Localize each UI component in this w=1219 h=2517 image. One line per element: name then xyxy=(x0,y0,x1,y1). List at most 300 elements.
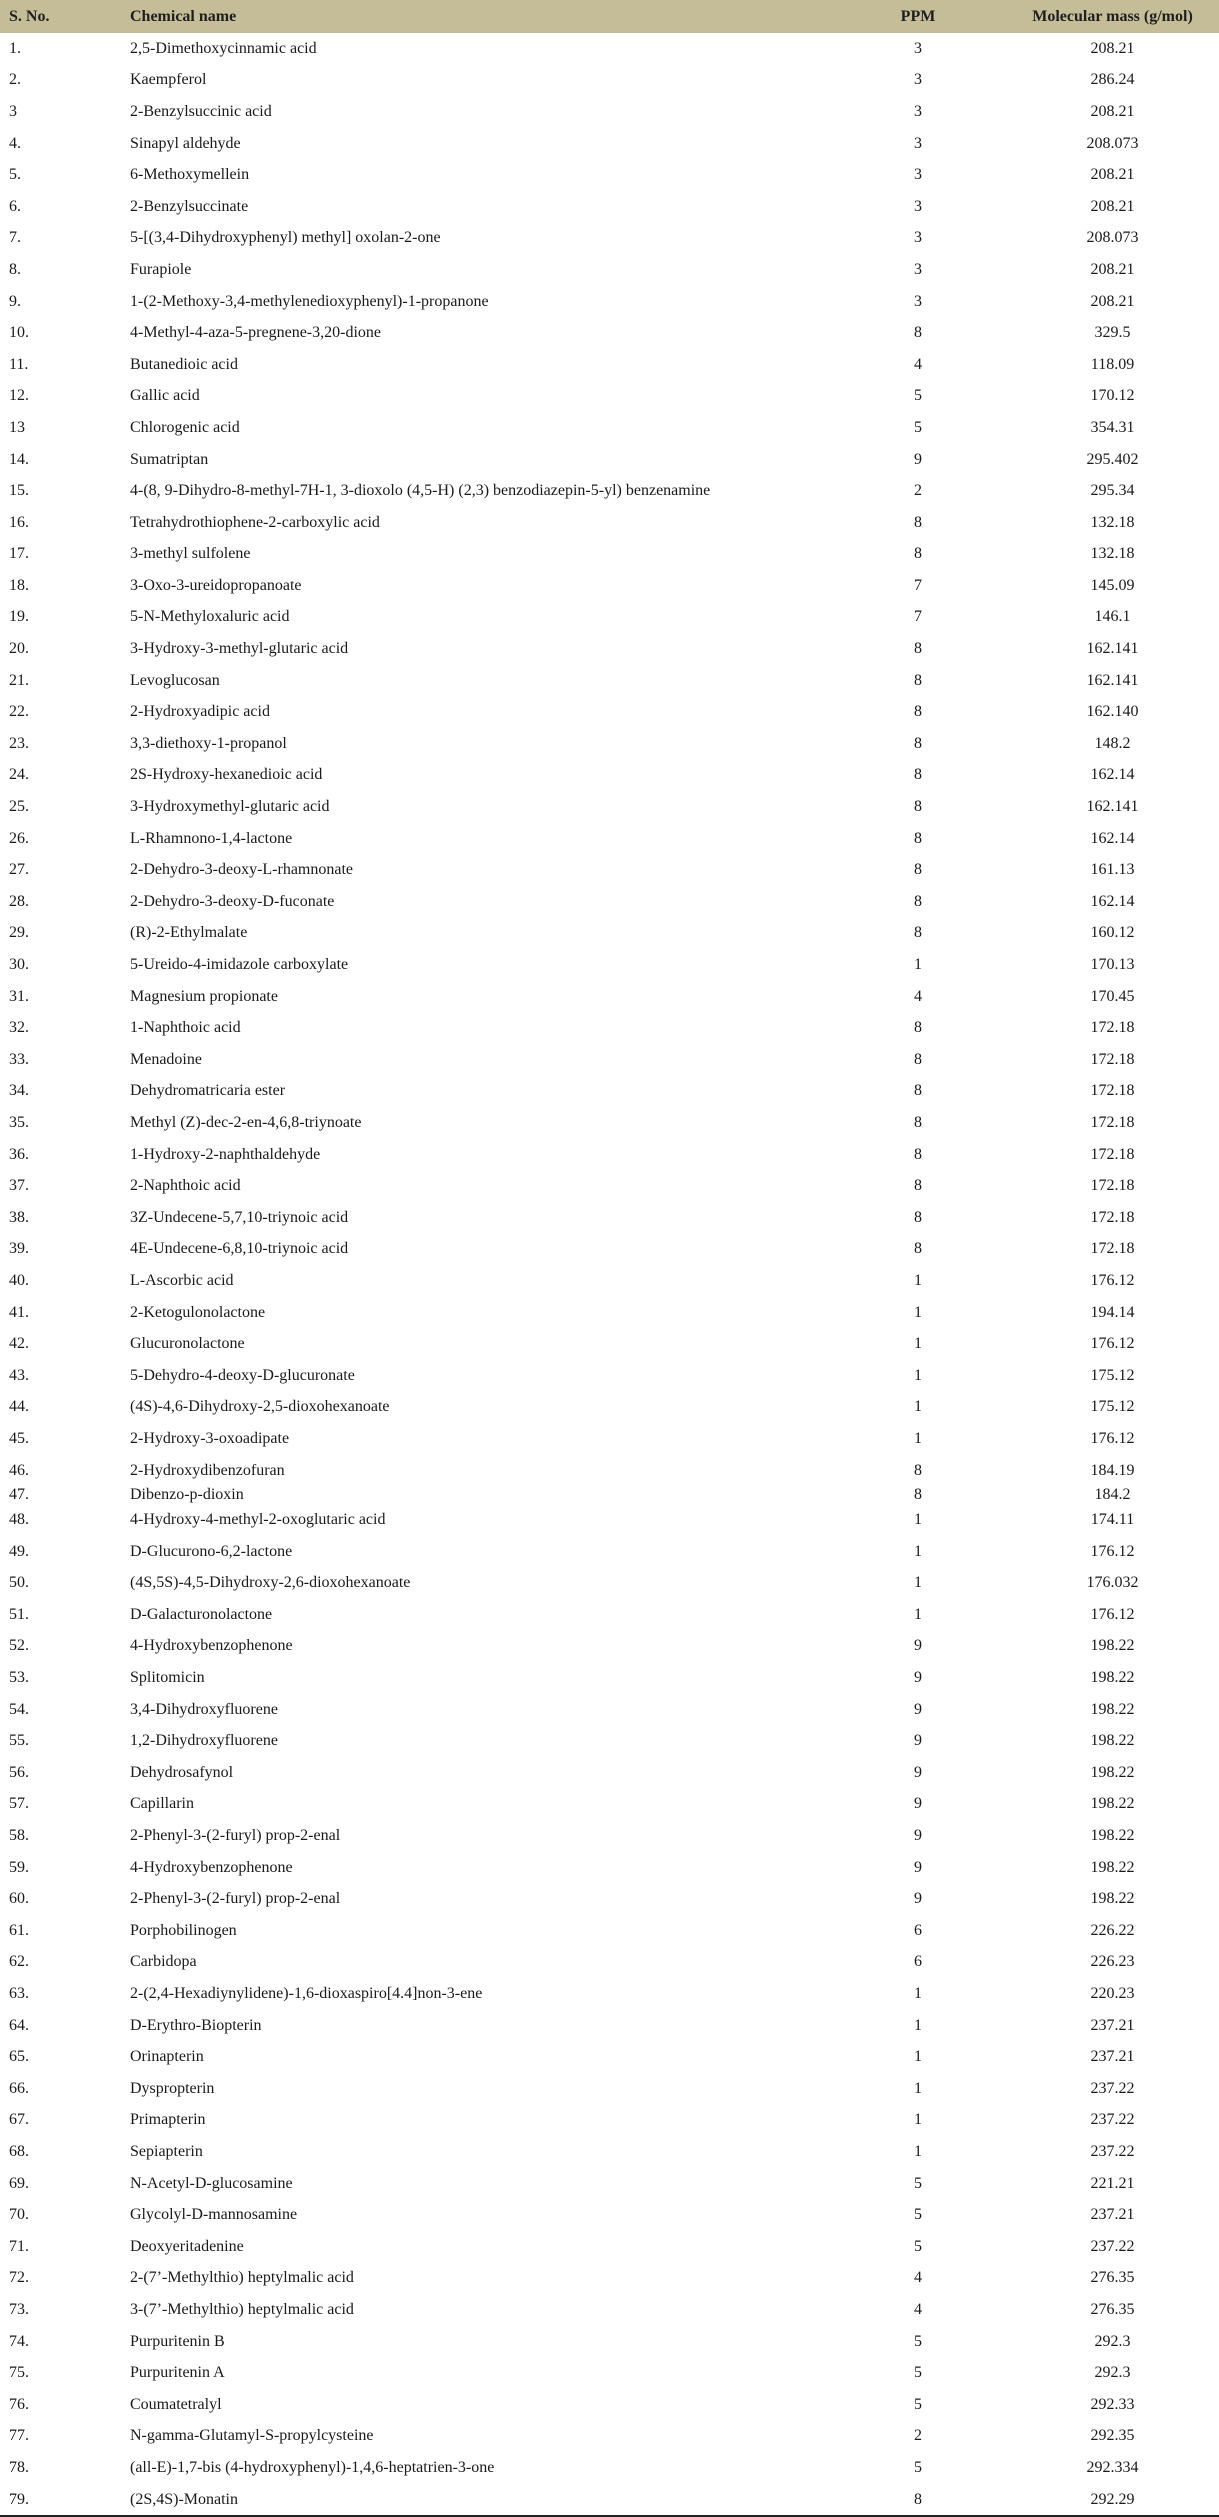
table-row xyxy=(0,981,1219,1013)
cell-ppm: 8 xyxy=(914,1113,922,1131)
cell-chemical-name: 2-Hydroxy-3-oxoadipate xyxy=(130,1429,290,1447)
cell-molecular-mass: 237.21 xyxy=(1090,2048,1135,2066)
cell-molecular-mass: 292.3 xyxy=(1094,2364,1131,2382)
cell-sno: 44. xyxy=(9,1398,29,1416)
cell-sno: 33. xyxy=(9,1050,29,1068)
cell-molecular-mass: 162.14 xyxy=(1090,766,1135,784)
table-row xyxy=(0,96,1219,128)
cell-ppm: 1 xyxy=(914,1271,922,1289)
cell-ppm: 9 xyxy=(914,1890,922,1908)
table-row xyxy=(0,1725,1219,1757)
cell-chemical-name: 4E-Undecene-6,8,10-triynoic acid xyxy=(130,1240,349,1258)
cell-chemical-name: 5-N-Methyloxaluric acid xyxy=(130,608,290,626)
cell-chemical-name: (all-E)-1,7-bis (4-hydroxyphenyl)-1,4,6-heptatrien-3-one xyxy=(130,2458,495,2476)
table-row xyxy=(0,633,1219,665)
cell-molecular-mass: 170.45 xyxy=(1090,987,1135,1005)
table-row xyxy=(0,1883,1219,1915)
cell-chemical-name: Sepiapterin xyxy=(130,2142,203,2160)
cell-molecular-mass: 208.21 xyxy=(1090,260,1135,278)
cell-ppm: 3 xyxy=(914,229,922,247)
cell-sno: 12. xyxy=(9,387,29,405)
cell-sno: 32. xyxy=(9,1019,29,1037)
table-row xyxy=(0,791,1219,823)
cell-ppm: 1 xyxy=(914,1398,922,1416)
cell-sno: 4. xyxy=(9,134,21,152)
cell-sno: 14. xyxy=(9,450,29,468)
cell-sno: 5. xyxy=(9,166,21,184)
cell-ppm: 8 xyxy=(914,671,922,689)
cell-chemical-name: 2-Phenyl-3-(2-furyl) prop-2-enal xyxy=(130,1827,341,1845)
cell-molecular-mass: 170.13 xyxy=(1090,956,1135,974)
table-row xyxy=(0,2073,1219,2105)
cell-molecular-mass: 172.18 xyxy=(1090,1019,1135,1037)
cell-ppm: 8 xyxy=(914,1208,922,1226)
cell-sno: 15. xyxy=(9,482,29,500)
cell-chemical-name: Porphobilinogen xyxy=(130,1921,237,1939)
cell-chemical-name: Methyl (Z)-dec-2-en-4,6,8-triynoate xyxy=(130,1113,362,1131)
cell-sno: 53. xyxy=(9,1669,29,1687)
cell-sno: 21. xyxy=(9,671,29,689)
cell-molecular-mass: 198.22 xyxy=(1090,1669,1135,1687)
cell-sno: 46. xyxy=(9,1461,29,1479)
cell-molecular-mass: 198.22 xyxy=(1090,1890,1135,1908)
cell-ppm: 8 xyxy=(914,1050,922,1068)
cell-ppm: 9 xyxy=(914,1795,922,1813)
cell-ppm: 2 xyxy=(914,482,922,500)
cell-ppm: 1 xyxy=(914,2142,922,2160)
cell-ppm: 9 xyxy=(914,450,922,468)
cell-molecular-mass: 175.12 xyxy=(1090,1366,1135,1384)
cell-molecular-mass: 198.22 xyxy=(1090,1858,1135,1876)
table-row xyxy=(0,1694,1219,1726)
table-row xyxy=(0,1820,1219,1852)
cell-molecular-mass: 162.141 xyxy=(1086,640,1139,658)
cell-molecular-mass: 145.09 xyxy=(1090,576,1135,594)
cell-sno: 69. xyxy=(9,2174,29,2192)
cell-chemical-name: Glucuronolactone xyxy=(130,1335,245,1353)
table-row xyxy=(0,1455,1219,1487)
cell-sno: 19. xyxy=(9,608,29,626)
cell-chemical-name: 2-(2,4-Hexadiynylidene)-1,6-dioxaspiro[4.4]non-3-ene xyxy=(130,1985,483,2003)
cell-sno: 27. xyxy=(9,861,29,879)
cell-ppm: 9 xyxy=(914,1700,922,1718)
cell-sno: 34. xyxy=(9,1082,29,1100)
cell-molecular-mass: 146.1 xyxy=(1094,608,1131,626)
table-row xyxy=(0,949,1219,981)
table-row xyxy=(0,1360,1219,1392)
cell-chemical-name: 2,5-Dimethoxycinnamic acid xyxy=(130,39,317,57)
table-row xyxy=(0,1139,1219,1171)
cell-molecular-mass: 176.12 xyxy=(1090,1335,1135,1353)
table-row xyxy=(0,665,1219,697)
cell-molecular-mass: 184.2 xyxy=(1094,1486,1131,1504)
cell-sno: 57. xyxy=(9,1795,29,1813)
cell-sno: 29. xyxy=(9,924,29,942)
cell-sno: 49. xyxy=(9,1542,29,1560)
cell-sno: 18. xyxy=(9,576,29,594)
cell-chemical-name: 4-(8, 9-Dihydro-8-methyl-7H-1, 3-dioxolo (4,5-H) (2,3) benzodiazepin-5-yl) benzenamine xyxy=(130,482,711,500)
cell-ppm: 4 xyxy=(914,2269,922,2287)
cell-ppm: 8 xyxy=(914,798,922,816)
cell-molecular-mass: 174.11 xyxy=(1090,1511,1135,1529)
cell-chemical-name: 5-[(3,4-Dihydroxyphenyl) methyl] oxolan-2-one xyxy=(130,229,441,247)
cell-ppm: 8 xyxy=(914,1082,922,1100)
cell-chemical-name: 1-Naphthoic acid xyxy=(130,1019,241,1037)
cell-ppm: 8 xyxy=(914,766,922,784)
cell-chemical-name: Dehydromatricaria ester xyxy=(130,1082,286,1100)
table-row xyxy=(0,317,1219,349)
cell-ppm: 8 xyxy=(914,861,922,879)
cell-chemical-name: 3-(7’-Methylthio) heptylmalic acid xyxy=(130,2300,354,2318)
table-row xyxy=(0,1076,1219,1108)
table-row xyxy=(0,475,1219,507)
cell-molecular-mass: 198.22 xyxy=(1090,1827,1135,1845)
cell-sno: 7. xyxy=(9,229,21,247)
cell-molecular-mass: 208.21 xyxy=(1090,39,1135,57)
cell-ppm: 1 xyxy=(914,1335,922,1353)
cell-chemical-name: 3-methyl sulfolene xyxy=(130,545,251,563)
cell-chemical-name: (4S)-4,6-Dihydroxy-2,5-dioxohexanoate xyxy=(130,1398,390,1416)
cell-ppm: 8 xyxy=(914,829,922,847)
table-row xyxy=(0,223,1219,255)
cell-chemical-name: 2-Hydroxyadipic acid xyxy=(130,703,270,721)
table-row xyxy=(0,1486,1219,1504)
cell-molecular-mass: 286.24 xyxy=(1090,71,1135,89)
cell-molecular-mass: 176.032 xyxy=(1086,1574,1139,1592)
cell-ppm: 5 xyxy=(914,2332,922,2350)
cell-chemical-name: Splitomicin xyxy=(130,1669,205,1687)
cell-molecular-mass: 198.22 xyxy=(1090,1795,1135,1813)
cell-molecular-mass: 170.12 xyxy=(1090,387,1135,405)
cell-chemical-name: 4-Hydroxybenzophenone xyxy=(130,1637,293,1655)
table-row xyxy=(0,2136,1219,2168)
header-sno: S. No. xyxy=(9,7,50,25)
cell-sno: 72. xyxy=(9,2269,29,2287)
cell-ppm: 8 xyxy=(914,1240,922,1258)
cell-ppm: 5 xyxy=(914,2364,922,2382)
cell-sno: 68. xyxy=(9,2142,29,2160)
table-row xyxy=(0,2294,1219,2326)
cell-sno: 22. xyxy=(9,703,29,721)
cell-chemical-name: Kaempferol xyxy=(130,71,207,89)
cell-ppm: 8 xyxy=(914,640,922,658)
cell-ppm: 2 xyxy=(914,2427,922,2445)
cell-sno: 56. xyxy=(9,1763,29,1781)
cell-sno: 54. xyxy=(9,1700,29,1718)
cell-ppm: 1 xyxy=(914,1985,922,2003)
cell-chemical-name: Dibenzo-p-dioxin xyxy=(130,1486,244,1504)
cell-molecular-mass: 162.140 xyxy=(1086,703,1139,721)
cell-sno: 39. xyxy=(9,1240,29,1258)
cell-molecular-mass: 172.18 xyxy=(1090,1113,1135,1131)
cell-sno: 66. xyxy=(9,2079,29,2097)
cell-sno: 6. xyxy=(9,197,21,215)
cell-ppm: 8 xyxy=(914,734,922,752)
cell-chemical-name: Primapterin xyxy=(130,2111,206,2129)
table-row xyxy=(0,1599,1219,1631)
cell-chemical-name: D-Erythro-Biopterin xyxy=(130,2016,262,2034)
cell-molecular-mass: 208.073 xyxy=(1086,134,1139,152)
cell-chemical-name: 4-Methyl-4-aza-5-pregnene-3,20-dione xyxy=(130,324,381,342)
cell-ppm: 5 xyxy=(914,2458,922,2476)
cell-ppm: 1 xyxy=(914,1605,922,1623)
cell-ppm: 1 xyxy=(914,1366,922,1384)
cell-chemical-name: 5-Dehydro-4-deoxy-D-glucuronate xyxy=(130,1366,355,1384)
cell-molecular-mass: 276.35 xyxy=(1090,2300,1135,2318)
cell-molecular-mass: 237.22 xyxy=(1090,2237,1135,2255)
cell-molecular-mass: 176.12 xyxy=(1090,1605,1135,1623)
table-row xyxy=(0,349,1219,381)
cell-molecular-mass: 220.23 xyxy=(1090,1985,1135,2003)
table-row xyxy=(0,854,1219,886)
cell-molecular-mass: 118.09 xyxy=(1090,355,1135,373)
cell-sno: 10. xyxy=(9,324,29,342)
cell-ppm: 4 xyxy=(914,2300,922,2318)
cell-chemical-name: 3,3-diethoxy-1-propanol xyxy=(130,734,287,752)
table-row xyxy=(0,444,1219,476)
cell-ppm: 8 xyxy=(914,324,922,342)
table-row xyxy=(0,1392,1219,1424)
cell-chemical-name: 2S-Hydroxy-hexanedioic acid xyxy=(130,766,323,784)
cell-molecular-mass: 276.35 xyxy=(1090,2269,1135,2287)
cell-chemical-name: 3Z-Undecene-5,7,10-triynoic acid xyxy=(130,1208,349,1226)
cell-molecular-mass: 176.12 xyxy=(1090,1429,1135,1447)
table-row xyxy=(0,2168,1219,2200)
cell-sno: 37. xyxy=(9,1177,29,1195)
table-row xyxy=(0,381,1219,413)
cell-chemical-name: Sinapyl aldehyde xyxy=(130,134,241,152)
cell-molecular-mass: 172.18 xyxy=(1090,1145,1135,1163)
cell-ppm: 8 xyxy=(914,545,922,563)
cell-molecular-mass: 162.14 xyxy=(1090,829,1135,847)
cell-chemical-name: 1,2-Dihydroxyfluorene xyxy=(130,1732,278,1750)
cell-sno: 17. xyxy=(9,545,29,563)
table-row xyxy=(0,286,1219,318)
cell-ppm: 1 xyxy=(914,1303,922,1321)
cell-sno: 60. xyxy=(9,1890,29,1908)
table-row xyxy=(0,1947,1219,1979)
cell-sno: 11. xyxy=(9,355,29,373)
cell-sno: 58. xyxy=(9,1827,29,1845)
cell-chemical-name: Purpuritenin A xyxy=(130,2364,225,2382)
header-ppm: PPM xyxy=(900,7,936,25)
cell-chemical-name: 4-Hydroxybenzophenone xyxy=(130,1858,293,1876)
cell-chemical-name: N-Acetyl-D-glucosamine xyxy=(130,2174,293,2192)
cell-molecular-mass: 172.18 xyxy=(1090,1177,1135,1195)
table-row xyxy=(0,886,1219,918)
cell-chemical-name: 2-Ketogulonolactone xyxy=(130,1303,266,1321)
table-row xyxy=(0,33,1219,65)
cell-sno: 76. xyxy=(9,2395,29,2413)
cell-ppm: 5 xyxy=(914,418,922,436)
cell-molecular-mass: 237.22 xyxy=(1090,2142,1135,2160)
cell-ppm: 5 xyxy=(914,2206,922,2224)
table-row xyxy=(0,254,1219,286)
table-row xyxy=(0,1536,1219,1568)
cell-sno: 65. xyxy=(9,2048,29,2066)
cell-ppm: 5 xyxy=(914,2174,922,2192)
cell-sno: 16. xyxy=(9,513,29,531)
cell-chemical-name: Sumatriptan xyxy=(130,450,209,468)
cell-sno: 28. xyxy=(9,892,29,910)
table-row xyxy=(0,1568,1219,1600)
cell-sno: 20. xyxy=(9,640,29,658)
cell-ppm: 1 xyxy=(914,1511,922,1529)
cell-molecular-mass: 208.21 xyxy=(1090,102,1135,120)
table-row xyxy=(0,1012,1219,1044)
cell-molecular-mass: 237.22 xyxy=(1090,2111,1135,2129)
cell-molecular-mass: 160.12 xyxy=(1090,924,1135,942)
cell-molecular-mass: 237.21 xyxy=(1090,2016,1135,2034)
cell-ppm: 8 xyxy=(914,1486,922,1504)
cell-ppm: 5 xyxy=(914,2237,922,2255)
cell-molecular-mass: 132.18 xyxy=(1090,513,1135,531)
table-row xyxy=(0,1504,1219,1536)
cell-sno: 8. xyxy=(9,260,21,278)
cell-ppm: 8 xyxy=(914,1461,922,1479)
cell-ppm: 3 xyxy=(914,102,922,120)
cell-sno: 43. xyxy=(9,1366,29,1384)
cell-sno: 47. xyxy=(9,1486,29,1504)
cell-chemical-name: 2-Naphthoic acid xyxy=(130,1177,241,1195)
cell-molecular-mass: 354.31 xyxy=(1090,418,1135,436)
cell-molecular-mass: 226.23 xyxy=(1090,1953,1135,1971)
table-row xyxy=(0,823,1219,855)
cell-sno: 2. xyxy=(9,71,21,89)
cell-ppm: 8 xyxy=(914,703,922,721)
table-row xyxy=(0,2199,1219,2231)
cell-sno: 30. xyxy=(9,956,29,974)
table-row xyxy=(0,507,1219,539)
cell-molecular-mass: 208.21 xyxy=(1090,292,1135,310)
table-row xyxy=(0,2231,1219,2263)
cell-ppm: 7 xyxy=(914,576,922,594)
table-row xyxy=(0,1789,1219,1821)
cell-sno: 64. xyxy=(9,2016,29,2034)
cell-chemical-name: 2-Dehydro-3-deoxy-D-fuconate xyxy=(130,892,335,910)
table-row xyxy=(0,696,1219,728)
cell-ppm: 8 xyxy=(914,892,922,910)
cell-ppm: 1 xyxy=(914,1429,922,1447)
table-row xyxy=(0,1423,1219,1455)
cell-molecular-mass: 237.22 xyxy=(1090,2079,1135,2097)
cell-molecular-mass: 172.18 xyxy=(1090,1082,1135,1100)
cell-sno: 50. xyxy=(9,1574,29,1592)
table-row xyxy=(0,1328,1219,1360)
cell-chemical-name: 3-Oxo-3-ureidopropanoate xyxy=(130,576,302,594)
cell-molecular-mass: 198.22 xyxy=(1090,1763,1135,1781)
cell-molecular-mass: 221.21 xyxy=(1090,2174,1135,2192)
table-row xyxy=(0,2452,1219,2484)
cell-ppm: 9 xyxy=(914,1858,922,1876)
cell-ppm: 3 xyxy=(914,197,922,215)
cell-ppm: 8 xyxy=(914,1019,922,1037)
cell-chemical-name: Purpuritenin B xyxy=(130,2332,225,2350)
table-body xyxy=(0,33,1219,2515)
cell-chemical-name: L-Ascorbic acid xyxy=(130,1271,234,1289)
cell-sno: 79. xyxy=(9,2490,29,2508)
table-row xyxy=(0,1978,1219,2010)
cell-sno: 24. xyxy=(9,766,29,784)
cell-sno: 38. xyxy=(9,1208,29,1226)
table-row xyxy=(0,2041,1219,2073)
cell-chemical-name: L-Rhamnono-1,4-lactone xyxy=(130,829,293,847)
cell-molecular-mass: 172.18 xyxy=(1090,1050,1135,1068)
cell-chemical-name: Levoglucosan xyxy=(130,671,220,689)
cell-ppm: 3 xyxy=(914,292,922,310)
cell-sno: 67. xyxy=(9,2111,29,2129)
cell-ppm: 9 xyxy=(914,1637,922,1655)
table-row xyxy=(0,191,1219,223)
cell-sno: 51. xyxy=(9,1605,29,1623)
cell-chemical-name: Furapiole xyxy=(130,260,192,278)
cell-ppm: 9 xyxy=(914,1732,922,1750)
table-row xyxy=(0,539,1219,571)
cell-sno: 42. xyxy=(9,1335,29,1353)
table-row xyxy=(0,1915,1219,1947)
cell-chemical-name: 1-(2-Methoxy-3,4-methylenedioxyphenyl)-1-propanone xyxy=(130,292,489,310)
cell-ppm: 1 xyxy=(914,2079,922,2097)
table-row xyxy=(0,760,1219,792)
cell-chemical-name: (2S,4S)-Monatin xyxy=(130,2490,238,2508)
table-row xyxy=(0,2421,1219,2453)
cell-sno: 1. xyxy=(9,39,21,57)
cell-ppm: 3 xyxy=(914,39,922,57)
cell-molecular-mass: 184.19 xyxy=(1090,1461,1135,1479)
cell-chemical-name: 4-Hydroxy-4-methyl-2-oxoglutaric acid xyxy=(130,1511,386,1529)
cell-chemical-name: N-gamma-Glutamyl-S-propylcysteine xyxy=(130,2427,374,2445)
cell-ppm: 8 xyxy=(914,1177,922,1195)
cell-molecular-mass: 176.12 xyxy=(1090,1271,1135,1289)
cell-chemical-name: Menadoine xyxy=(130,1050,202,1068)
cell-sno: 25. xyxy=(9,798,29,816)
cell-molecular-mass: 132.18 xyxy=(1090,545,1135,563)
header-chemical-name: Chemical name xyxy=(130,7,237,25)
cell-molecular-mass: 295.402 xyxy=(1086,450,1139,468)
table-row xyxy=(0,1662,1219,1694)
table-row xyxy=(0,159,1219,191)
table-row xyxy=(0,2326,1219,2358)
cell-ppm: 8 xyxy=(914,1145,922,1163)
cell-ppm: 6 xyxy=(914,1953,922,1971)
cell-molecular-mass: 226.22 xyxy=(1090,1921,1135,1939)
cell-molecular-mass: 292.29 xyxy=(1090,2490,1135,2508)
table-row xyxy=(0,2010,1219,2042)
cell-ppm: 1 xyxy=(914,2016,922,2034)
cell-sno: 35. xyxy=(9,1113,29,1131)
cell-sno: 74. xyxy=(9,2332,29,2350)
cell-sno: 13 xyxy=(9,418,25,436)
cell-chemical-name: 2-Benzylsuccinic acid xyxy=(130,102,272,120)
cell-chemical-name: Deoxyeritadenine xyxy=(130,2237,244,2255)
cell-molecular-mass: 198.22 xyxy=(1090,1637,1135,1655)
cell-ppm: 5 xyxy=(914,387,922,405)
cell-molecular-mass: 292.35 xyxy=(1090,2427,1135,2445)
cell-molecular-mass: 172.18 xyxy=(1090,1240,1135,1258)
table-row xyxy=(0,128,1219,160)
cell-chemical-name: Magnesium propionate xyxy=(130,987,278,1005)
table-row xyxy=(0,2484,1219,2516)
cell-sno: 70. xyxy=(9,2206,29,2224)
cell-chemical-name: Butanedioic acid xyxy=(130,355,238,373)
table-row xyxy=(0,1107,1219,1139)
cell-chemical-name: 2-Benzylsuccinate xyxy=(130,197,249,215)
cell-sno: 26. xyxy=(9,829,29,847)
cell-chemical-name: 1-Hydroxy-2-naphthaldehyde xyxy=(130,1145,321,1163)
cell-chemical-name: Tetrahydrothiophene-2-carboxylic acid xyxy=(130,513,380,531)
cell-sno: 77. xyxy=(9,2427,29,2445)
table-row xyxy=(0,728,1219,760)
